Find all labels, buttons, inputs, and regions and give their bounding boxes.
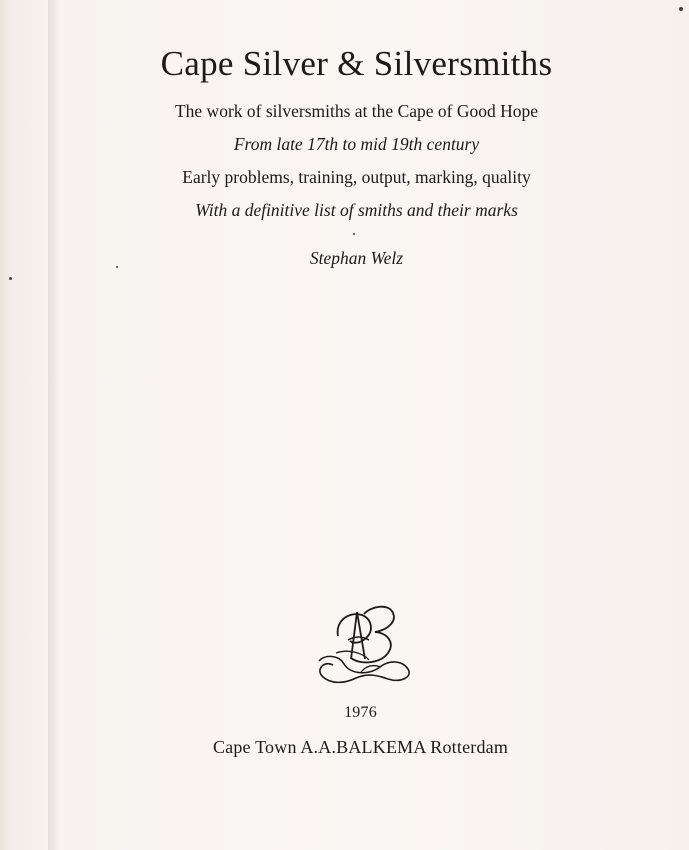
paper-speck [679,7,683,11]
subtitle-line-1: The work of silversmiths at the Cape of Good Hope [174,101,539,121]
subtitle-line-4: With a definitive list of smiths and their marks [195,200,518,220]
publication-year: 1976 [344,704,377,721]
book-title: Cape Silver & Silversmiths [160,44,553,83]
paper-speck [9,277,12,280]
ab-monogram-icon [313,598,413,693]
book-gutter [48,0,60,850]
subtitle-line-2: From late 17th to mid 19th century [233,134,480,154]
paper-speck [116,266,118,268]
author-name: Stephan Welz [309,248,404,268]
publisher-line: Cape Town A.A.BALKEMA Rotterdam [212,737,509,757]
subtitle-line-3: Early problems, training, output, marking, quality [182,167,531,187]
paper-speck [353,233,355,235]
